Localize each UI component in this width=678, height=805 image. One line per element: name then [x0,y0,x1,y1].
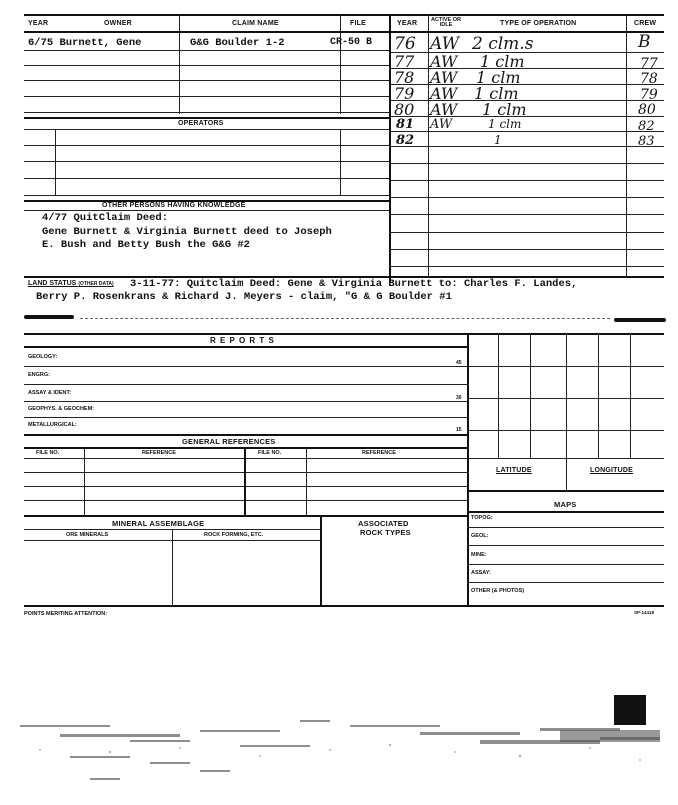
col-header-claim-name: CLAIM NAME [232,20,279,27]
activity-year-1: 76 [394,34,416,54]
ore-minerals-label: ORE MINERALS [66,532,109,538]
maps-line-4 [467,582,664,583]
grid-col-4 [598,333,599,458]
owner-row-line-5 [24,112,389,113]
report-engrg: ENGRG: [28,372,50,378]
col-header-year: YEAR [28,20,49,27]
land-status-label [28,280,114,287]
activity-year-4: 79 [394,84,415,103]
form-number: SP-14418 [634,610,655,615]
activity-operation-6: 1 clm [488,117,522,131]
operators-line-4 [24,178,389,179]
activity-status-3: AW [430,68,458,87]
land-status-line-1: 3-11-77: Quitclaim Deed: Gene & Virginia Burnett to: Charles F. Landes, [130,278,578,290]
mineral-assemblage-title: MINERAL ASSEMBLAGE [112,519,205,528]
crew-col-divider [626,14,627,276]
report-geophys: GEOPHYS. & GEOCHEM: [28,406,95,412]
grid-col-2 [530,333,531,458]
top-section-divider [389,14,391,282]
latitude-label: LATITUDE [496,467,532,474]
activity-crew-7: 83 [638,134,655,149]
grid-col-5 [630,333,631,458]
report-geology: GEOLOGY: [28,354,58,360]
activity-status-6: AW [430,117,453,132]
rock-types-label: ROCK TYPES [360,528,411,537]
maps-other: OTHER (& PHOTOS) [471,588,525,594]
rock-forming-label: ROCK FORMING, ETC. [204,532,264,538]
maps-line-2 [467,545,664,546]
owner-col-divider [179,14,180,114]
other-persons-line-2: Gene Burnett & Virginia Burnett deed to Joseph [42,226,332,238]
file-col-divider [340,14,341,114]
activity-year-6: 81 [396,117,415,132]
maps-mine: MINE: [471,552,487,558]
report-geology-num: 45 [456,360,462,366]
col-header-type-of-operation: TYPE OF OPERATION [500,20,577,27]
longitude-label: LONGITUDE [590,467,634,474]
owner-row-line-3 [24,80,389,81]
activity-line-10 [389,197,664,198]
owner-row-line-2 [24,65,389,66]
maps-header-line [467,511,664,513]
operators-line-3 [24,161,389,162]
land-status-sublabel: (OTHER DATA) [78,281,114,287]
activity-status-2: AW [430,52,458,71]
grid-col-1 [498,333,499,458]
activity-crew-2: 77 [640,56,658,72]
activity-line-14 [389,266,664,267]
bottom-section-line [24,605,664,607]
report-metallurgical: METALLURGICAL: [28,422,77,428]
other-persons-underline [24,210,389,211]
activity-line-12 [389,232,664,233]
operators-line-1 [24,129,389,130]
land-status-label-text: LAND STATUS [28,280,77,287]
coords-bottom-line [467,490,664,492]
file-entry: CR-50 B [330,37,373,48]
report-line-2 [24,384,467,385]
other-persons-label: OTHER PERSONS HAVING KNOWLEDGE [102,202,246,209]
activity-crew-3: 78 [640,71,658,87]
grid-row-3 [467,430,664,431]
gen-ref-col-div-3 [306,447,307,515]
scan-artifact-right [614,318,666,322]
activity-year-5: 80 [394,100,415,119]
mineral-top-line [24,515,467,517]
gen-ref-col-file-no-2: FILE NO. [258,450,282,456]
activity-crew-5: 80 [638,102,656,118]
activity-operation-7: 1 [494,133,502,147]
report-line-4 [24,417,467,418]
grid-row-1 [467,366,664,367]
scan-artifact-left [24,315,74,319]
activity-operation-5: 1 clm [482,100,527,119]
activity-status-1: AW [430,34,460,54]
general-references-top-line [24,434,467,436]
activity-line-7 [389,146,664,147]
activity-operation-3: 1 clm [476,68,521,87]
owner-entry: 6/75 Burnett, Gene [28,37,142,49]
operators-top-line [24,117,389,119]
maps-title: MAPS [554,500,577,509]
col-header-active-idle: ACTIVE OR IDLE [431,17,461,28]
owner-row-line [24,50,389,51]
associated-label: ASSOCIATED [358,519,409,528]
activity-status-5: AW [430,100,458,119]
report-assay-num: 30 [456,395,462,401]
gen-ref-col-div-2 [244,447,246,515]
activity-crew-1: B [638,32,651,52]
activity-operation-2: 1 clm [480,52,525,71]
operators-line-5 [24,195,389,196]
claim-name-entry: G&G Boulder 1-2 [190,37,285,49]
maps-line-1 [467,527,664,528]
reports-header-underline [24,346,467,348]
col-header-file: FILE [350,20,366,27]
reports-title: R E P O R T S [210,336,275,345]
mineral-col-divider [172,529,173,605]
report-line-3 [24,401,467,402]
mineral-associated-divider [320,515,322,605]
header-underline [24,31,664,33]
maps-topog: TOPOG: [471,515,493,521]
gen-ref-col-reference-1: REFERENCE [142,450,176,456]
grid-col-3 [566,333,567,458]
activity-crew-4: 79 [640,87,658,103]
activity-status-4: AW [430,84,458,103]
activity-line-9 [389,180,664,181]
maps-line-3 [467,564,664,565]
col-header-owner: OWNER [104,20,132,27]
owner-row-line-4 [24,96,389,97]
report-metallurgical-num: 15 [456,427,462,433]
maps-assay: ASSAY: [471,570,491,576]
activity-year-2: 77 [394,52,415,71]
points-meriting-attention: POINTS MERITING ATTENTION: [24,611,108,617]
gen-ref-col-file-no-1: FILE NO. [36,450,60,456]
status-col-divider [428,14,429,276]
activity-operation-4: 1 clm [474,84,519,103]
general-references-title: GENERAL REFERENCES [182,437,276,446]
col-header-crew: CREW [634,20,657,27]
maps-geol: GEOL: [471,533,489,539]
land-status-dashed-line [80,318,610,319]
activity-year-3: 78 [394,68,415,87]
report-line-1 [24,366,467,367]
land-status-line-2: Berry P. Rosenkrans & Richard J. Meyers - claim, "G & G Boulder #1 [36,291,452,303]
reports-top-line [24,333,664,335]
gen-ref-col-div-1 [84,447,85,515]
gen-ref-col-reference-2: REFERENCE [362,450,396,456]
activity-line-13 [389,249,664,250]
operators-label: OPERATORS [178,120,224,127]
operators-col-b [340,129,341,195]
operators-line-2 [24,145,389,146]
top-border [24,14,664,16]
activity-operation-1: 2 clm.s [472,34,534,54]
report-assay: ASSAY & IDENT: [28,390,72,396]
scan-noise [0,690,678,800]
activity-line-11 [389,214,664,215]
activity-year-7: 82 [396,133,415,148]
activity-line-8 [389,163,664,164]
other-persons-line-3: E. Bush and Betty Bush the G&G #2 [42,239,250,251]
grid-row-2 [467,398,664,399]
activity-crew-6: 82 [638,119,655,134]
other-persons-line-1: 4/77 QuitClaim Deed: [42,212,169,224]
col-header-year-2: YEAR [397,20,418,27]
operators-col-a [55,129,56,195]
lat-long-divider [566,458,567,490]
